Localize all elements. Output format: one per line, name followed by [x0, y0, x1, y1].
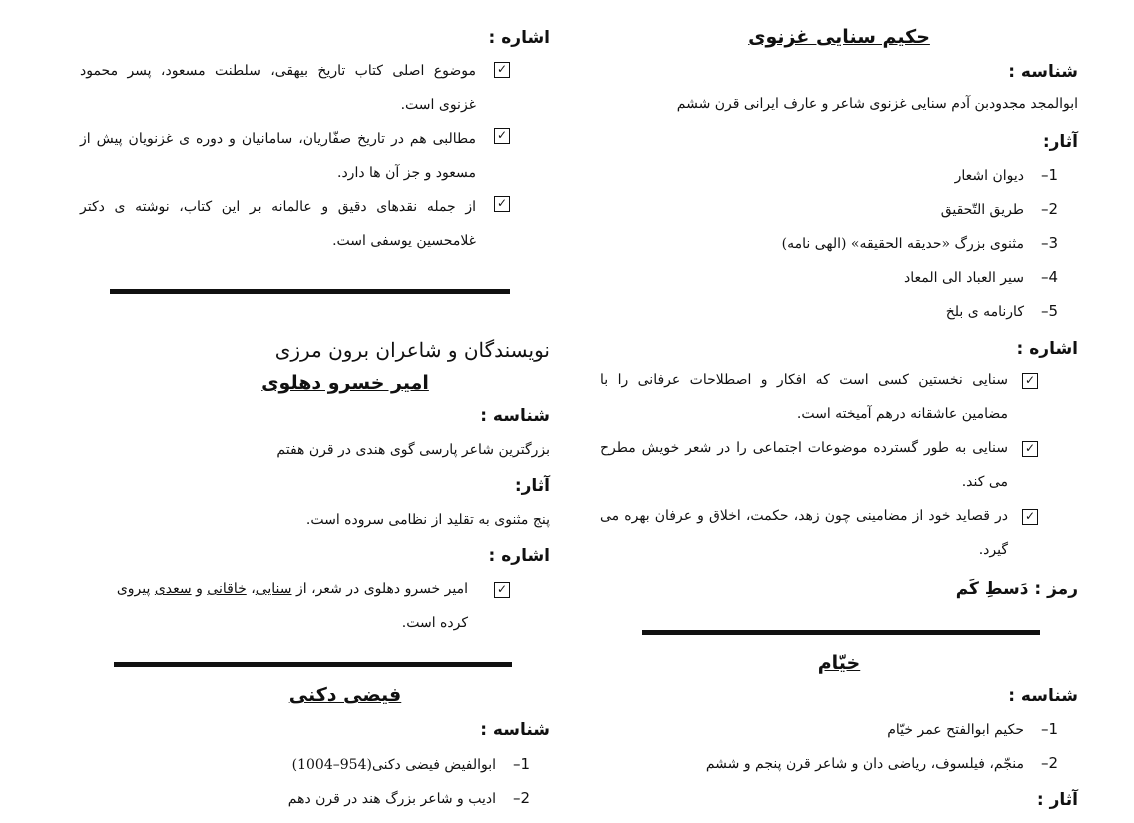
beyhaqi-eshare-label: اشاره :: [488, 28, 550, 48]
sanai-title: حکیم سنایی غزنوی: [748, 26, 930, 48]
beyhaqi-note-3: از جمله نقدهای دقیق و عالمانه بر این کتاب، نوشته ی دکتر غلامحسین یوسفی است.: [80, 199, 476, 249]
khayyam-shenase-label: شناسه :: [1008, 686, 1078, 706]
sanai-work-4: 4–سیر العباد الی المعاد: [904, 268, 1058, 286]
checkbox-icon: ✓: [494, 196, 510, 212]
sanai-ramz: رمز : دَسطِ کَم: [955, 579, 1078, 599]
amir-asar-text: پنج مثنوی به تقلید از نظامی سروده است.: [305, 512, 550, 528]
amir-note-line-1: امیر خسرو دهلوی در شعر، از سنایی، خاقانی و سعدی پیروی: [116, 581, 468, 597]
khayyam-item-2: 2–منجّم، فیلسوف، ریاضی دان و شاعر قرن پنجم و ششم: [705, 754, 1058, 772]
sanai-shenase-label: شناسه :: [1008, 62, 1078, 82]
sanai-note-1: سنایی نخستین کسی است که افکار و اصطلاحات عرفانی را با مضامین عاشقانه درهم آمیخته است.: [600, 372, 1008, 422]
khayyam-asar-label: آثار :: [1036, 790, 1078, 810]
checkbox-icon: ✓: [494, 62, 510, 78]
section-divider: [114, 662, 512, 667]
sanai-asar-label: آثار:: [1042, 132, 1078, 152]
amir-shenase-text: بزرگترین شاعر پارسی گوی هندی در قرن هفتم: [276, 442, 550, 458]
amir-shenase-label: شناسه :: [480, 406, 550, 426]
section-divider: [110, 289, 510, 294]
checkbox-icon: ✓: [1022, 373, 1038, 389]
sanai-note-3: در قصاید خود از مضامینی چون زهد، حکمت، اخلاق و عرفان بهره می گیرد.: [600, 508, 1008, 558]
beyhaqi-note-1: موضوع اصلی کتاب تاریخ بیهقی، سلطنت مسعود، پسر محمود غزنوی است.: [80, 63, 476, 113]
sanai-shenase-text: ابوالمجد مجدودبن آدم سنایی غزنوی شاعر و عارف ایرانی قرن ششم: [676, 96, 1078, 112]
amir-eshare-label: اشاره :: [488, 546, 550, 566]
amir-note-line-2: کرده است.: [401, 615, 468, 631]
amir-title: امیر خسرو دهلوی: [261, 372, 429, 394]
feyzi-shenase-label: شناسه :: [480, 720, 550, 740]
amir-asar-label: آثار:: [514, 476, 550, 496]
khayyam-title: خیّام: [817, 652, 861, 674]
sanai-work-3: 3–مثنوی بزرگ «حدیقه الحقیقه» (الهی نامه): [781, 234, 1058, 252]
feyzi-title: فیضی دکنی: [288, 684, 402, 706]
sanai-work-5: 5–کارنامه ی بلخ: [945, 302, 1058, 320]
feyzi-item-1: 1–ابوالفیض فیضی دکنی(954–1004): [291, 755, 530, 773]
khayyam-item-1: 1–حکیم ابوالفتح عمر خیّام: [887, 720, 1058, 738]
section-heading: نویسندگان و شاعران برون مرزی: [274, 338, 550, 362]
checkbox-icon: ✓: [494, 128, 510, 144]
sanai-eshare-label: اشاره :: [1016, 339, 1078, 359]
beyhaqi-note-2: مطالبی هم در تاریخ صفّاریان، سامانیان و دوره ی غزنویان پیش از مسعود و جز آن ها دارد.: [80, 131, 476, 181]
sanai-note-2: سنایی به طور گسترده موضوعات اجتماعی را در شعر خویش مطرح می کند.: [600, 440, 1008, 490]
sanai-work-1: 1–دیوان اشعار: [954, 166, 1058, 184]
sanai-work-2: 2–طریق التّحقیق: [940, 200, 1058, 218]
feyzi-item-2: 2–ادیب و شاعر بزرگ هند در قرن دهم: [287, 789, 530, 807]
checkbox-icon: ✓: [494, 582, 510, 598]
section-divider: [642, 630, 1040, 635]
checkbox-icon: ✓: [1022, 509, 1038, 525]
checkbox-icon: ✓: [1022, 441, 1038, 457]
